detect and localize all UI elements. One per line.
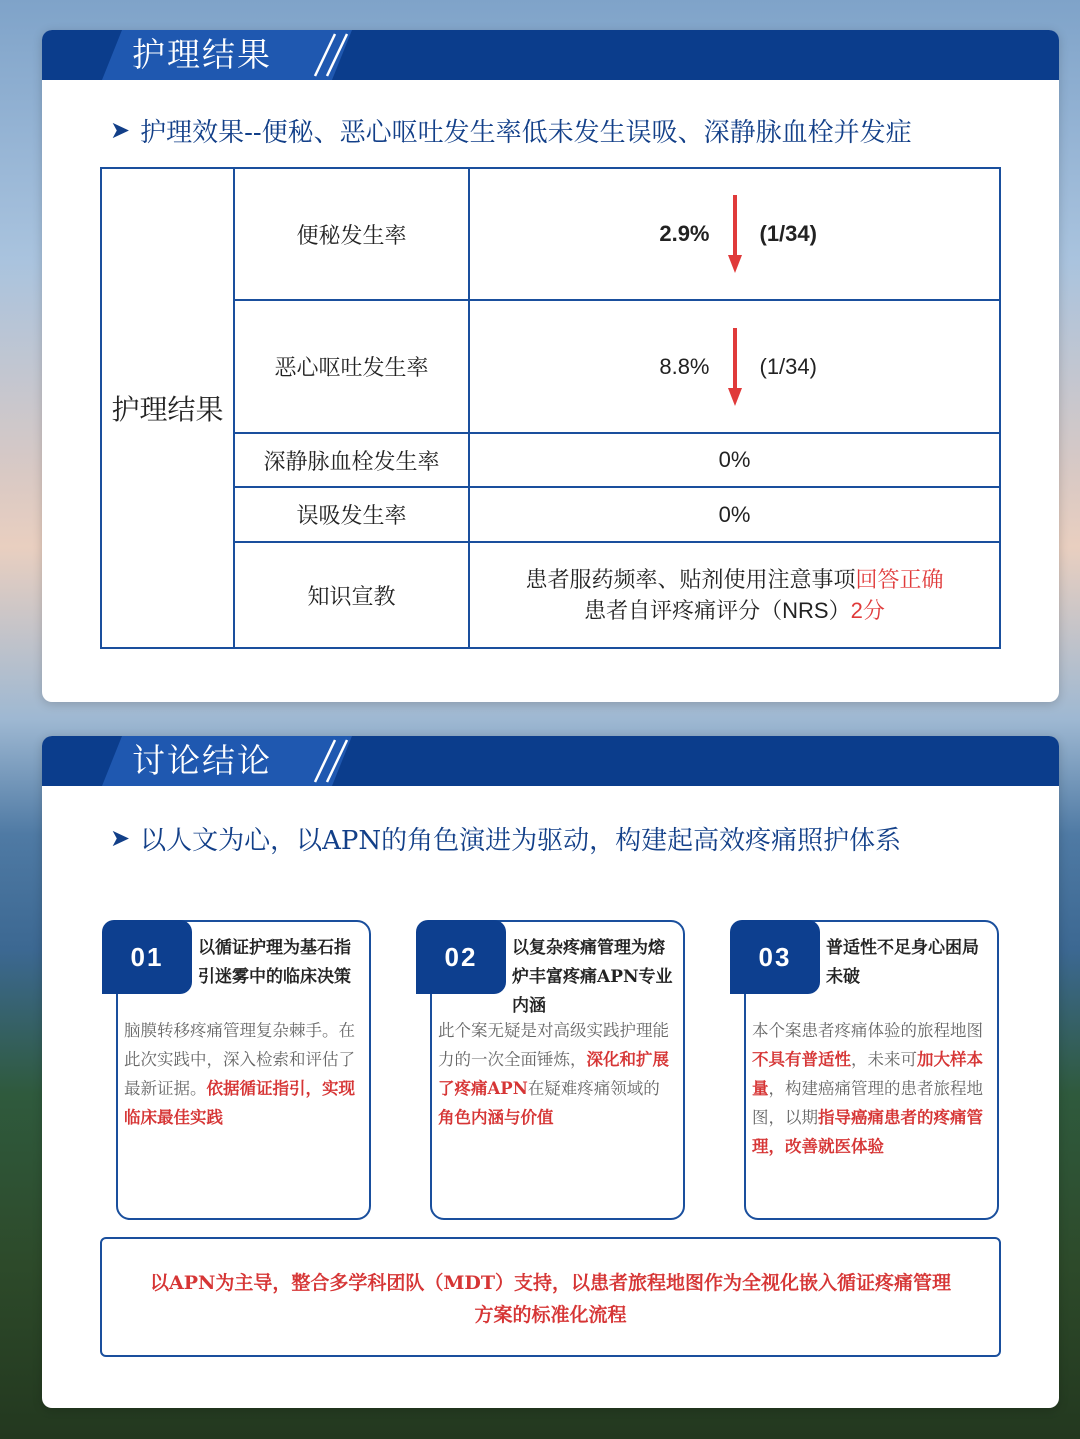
body-highlight: 依据循证指引，实现临床最佳实践 xyxy=(124,1079,355,1127)
body-highlight: 角色内涵与价值 xyxy=(438,1108,554,1127)
down-arrow-icon xyxy=(728,328,742,406)
rate-value: 8.8% xyxy=(659,353,710,379)
subtitle-text: 以人文为心，以APN的角色演进为驱动，构建起高效疼痛照护体系 xyxy=(140,825,902,856)
table-row xyxy=(101,542,1000,648)
card-number-badge: 02 xyxy=(416,920,506,994)
conclusion-card-02 xyxy=(430,920,685,1220)
down-arrow-icon xyxy=(728,195,742,273)
education-value xyxy=(469,542,1000,648)
subtitle-text: 护理效果--便秘、恶心呕吐发生率低未发生误吸、深静脉血栓并发症 xyxy=(140,117,912,148)
section-title: 护理结果 xyxy=(132,35,272,74)
table-row xyxy=(101,300,1000,432)
rate-fraction: (1/34) xyxy=(759,221,817,247)
conclusion-card-01 xyxy=(116,920,371,1220)
row-label: 深静脉血栓发生率 xyxy=(234,433,469,488)
section-subtitle xyxy=(110,818,901,858)
body-text: ，构建癌痛管理的患者旅程地图，以期 xyxy=(752,1079,983,1127)
row-value: 0% xyxy=(469,433,1000,488)
edu-line2-highlight: 2分 xyxy=(850,598,885,624)
body-text: 此个案无疑是对高级实践护理能力的一次全面锤炼， xyxy=(438,1021,669,1069)
card-title: 以循证护理为基石指引迷雾中的临床决策 xyxy=(198,938,351,987)
summary-box: 以APN为主导，整合多学科团队（MDT）支持，以患者旅程地图作为全视化嵌入循证疼痛管理方案的标准化流程 xyxy=(100,1237,1001,1357)
table-row xyxy=(101,487,1000,542)
table-row xyxy=(101,168,1000,300)
body-highlight: 加大样本量 xyxy=(752,1050,983,1098)
body-text: 在疑难疼痛领域的 xyxy=(527,1079,660,1098)
card-body xyxy=(438,1016,675,1132)
row-label: 恶心呕吐发生率 xyxy=(234,300,469,432)
card-number-badge: 03 xyxy=(730,920,820,994)
card-body xyxy=(752,1016,989,1161)
edu-line1: 患者服药频率、贴剂使用注意事项 xyxy=(525,567,856,593)
row-value xyxy=(469,300,1000,432)
conclusion-card-03 xyxy=(744,920,999,1220)
card-title: 以复杂疼痛管理为熔炉丰富疼痛APN专业内涵 xyxy=(512,938,673,1016)
card-number-badge: 01 xyxy=(102,920,192,994)
body-highlight: 不具有普适性 xyxy=(752,1050,851,1069)
discussion-card xyxy=(42,736,1059,1408)
body-text: 本个案患者疼痛体验的旅程地图 xyxy=(752,1021,983,1040)
edu-line1-highlight: 回答正确 xyxy=(855,567,944,593)
section-subtitle xyxy=(110,110,912,150)
results-card xyxy=(42,30,1059,702)
results-table xyxy=(100,167,1001,649)
body-highlight: 深化和扩展了疼痛APN xyxy=(438,1050,669,1098)
card-body xyxy=(124,1016,361,1132)
row-value: 0% xyxy=(469,487,1000,542)
edu-line2: 患者自评疼痛评分（NRS） xyxy=(584,598,851,624)
section-title: 讨论结论 xyxy=(132,741,272,780)
row-label: 误吸发生率 xyxy=(234,487,469,542)
row-label: 知识宣教 xyxy=(234,542,469,648)
body-text: 脑膜转移疼痛管理复杂棘手。在此次实践中，深入检索和评估了最新证据。 xyxy=(124,1021,355,1098)
chevron-right-icon: ➤ xyxy=(110,824,131,852)
table-row xyxy=(101,433,1000,488)
slash-decoration-icon xyxy=(297,738,357,784)
chevron-right-icon: ➤ xyxy=(110,116,131,144)
slash-decoration-icon xyxy=(297,32,357,78)
row-label: 便秘发生率 xyxy=(234,168,469,300)
card-title: 普适性不足身心困局未破 xyxy=(826,938,979,987)
row-value xyxy=(469,168,1000,300)
body-text: ，未来可 xyxy=(851,1050,917,1069)
group-label: 护理结果 xyxy=(101,168,234,648)
rate-value: 2.9% xyxy=(659,221,710,247)
body-highlight: 指导癌痛患者的疼痛管理，改善就医体验 xyxy=(752,1108,983,1156)
rate-fraction: (1/34) xyxy=(759,353,817,379)
